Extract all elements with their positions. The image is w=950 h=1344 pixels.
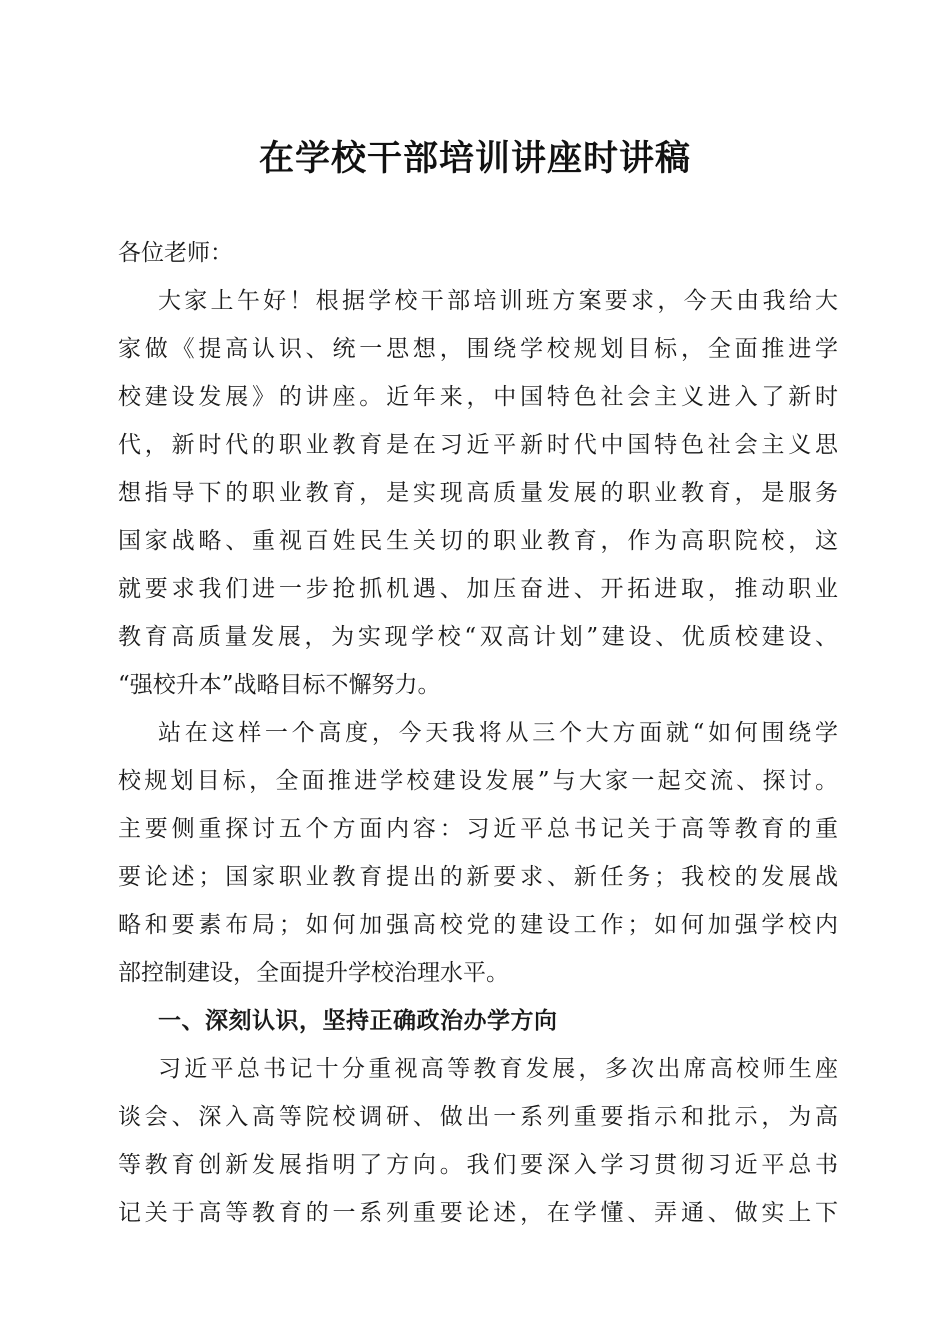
text-line: 想指导下的职业教育，是实现高质量发展的职业教育，是服务 — [118, 480, 838, 506]
text-line: 略和要素布局；如何加强高校党的建设工作；如何加强学校内 — [118, 912, 838, 938]
text-line: 大家上午好！根据学校干部培训班方案要求，今天由我给大 — [158, 288, 838, 314]
text-line: 家做《提高认识、统一思想，围绕学校规划目标，全面推进学 — [118, 336, 838, 362]
text-line: 校建设发展》的讲座。近年来，中国特色社会主义进入了新时 — [118, 384, 838, 410]
text-line: 教育高质量发展，为实现学校“双高计划”建设、优质校建设、 — [118, 624, 838, 650]
document-body — [118, 229, 838, 1237]
text-line: 站在这样一个高度，今天我将从三个大方面就“如何围绕学 — [158, 720, 838, 746]
text-line: 代，新时代的职业教育是在习近平新时代中国特色社会主义思 — [118, 432, 838, 458]
text-line: 谈会、深入高等院校调研、做出一系列重要指示和批示，为高 — [118, 1104, 838, 1130]
text-line: 等教育创新发展指明了方向。我们要深入学习贯彻习近平总书 — [118, 1152, 838, 1178]
text-line: 国家战略、重视百姓民生关切的职业教育，作为高职院校，这 — [118, 528, 838, 554]
text-line: 部控制建设，全面提升学校治理水平。 — [118, 960, 509, 986]
document-title: 在学校干部培训讲座时讲稿 — [258, 138, 691, 179]
text-line: 各位老师： — [118, 240, 233, 266]
text-line: 习近平总书记十分重视高等教育发展，多次出席高校师生座 — [158, 1056, 838, 1082]
text-line: “强校升本”战略目标不懈努力。 — [118, 672, 441, 698]
text-line: 就要求我们进一步抢抓机遇、加压奋进、开拓进取，推动职业 — [118, 576, 838, 602]
text-line: 要论述；国家职业教育提出的新要求、新任务；我校的发展战 — [118, 864, 838, 890]
text-line: 记关于高等教育的一系列重要论述，在学懂、弄通、做实上下 — [118, 1200, 838, 1226]
text-line: 校规划目标，全面推进学校建设发展”与大家一起交流、探讨。 — [118, 768, 838, 794]
section-heading: 一、深刻认识，坚持正确政治办学方向 — [158, 1008, 558, 1034]
text-line: 主要侧重探讨五个方面内容：习近平总书记关于高等教育的重 — [118, 816, 838, 842]
